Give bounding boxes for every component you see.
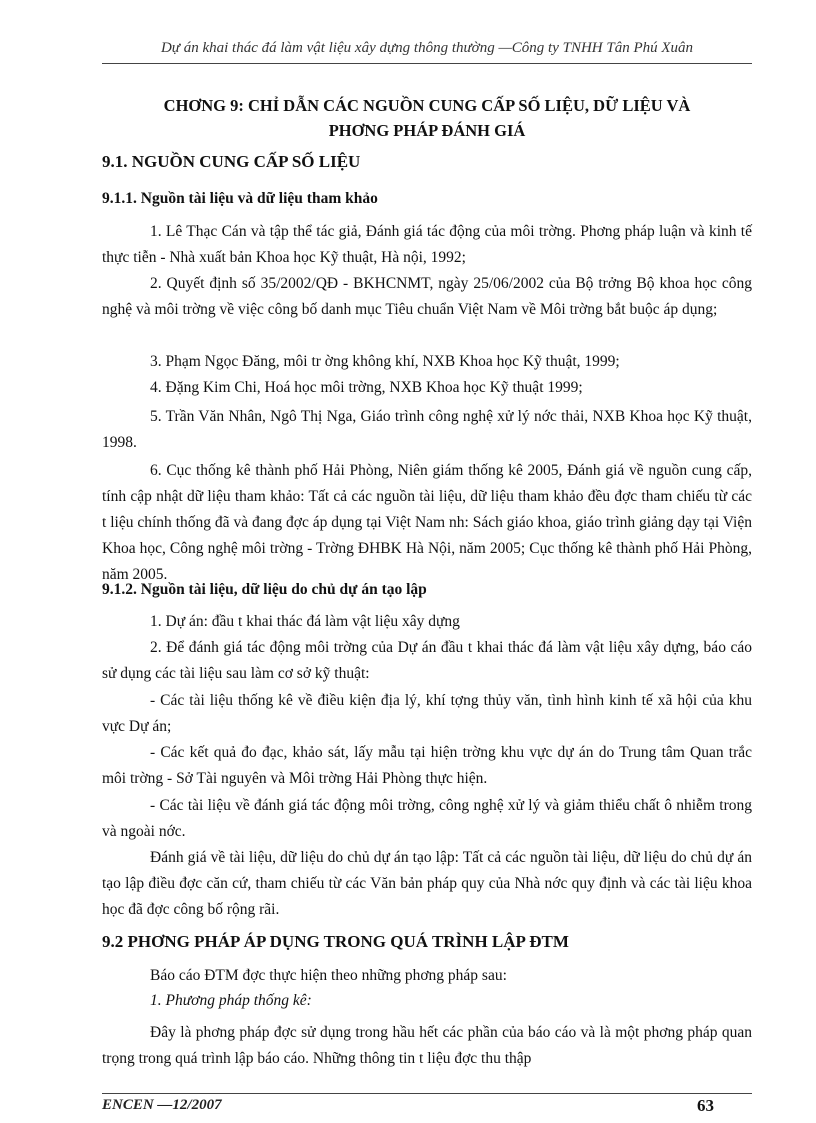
- reference-item: 2. Quyết định số 35/2002/QĐ - BKHCNMT, ngày 25/06/2002 của Bộ trởng Bộ khoa học công nghệ và môi trờng về việc công bố danh mục Tiêu chuẩn Việt Nam về Môi trờng bắt buộc áp dụng;: [102, 275, 752, 318]
- methods-intro: Báo cáo ĐTM đợc thực hiện theo những phơng pháp sau:: [150, 967, 507, 984]
- footer-publisher: ENCEN —12/2007: [102, 1097, 222, 1113]
- reference-item: 6. Cục thống kê thành phố Hải Phòng, Niên giám thống kê 2005, Đánh giá về nguồn cung cấp, tính cập nhật dữ liệu tham khảo: Tất cả các nguồn tài liệu, dữ liệu tham khảo đều đợc tham chiếu từ các t liệu chính thống đã và đang đợc áp dụng tại Việt Nam nh: Sách giáo khoa, giáo trình giảng dạy tại Viện Khoa học, Công nghệ môi trờng - Trờng ĐHBK Hà Nội, năm 2005; Cục thống kê thành phố Hải Phòng, năm 2005.: [102, 462, 752, 583]
- reference-item: 4. Đặng Kim Chi, Hoá học môi trờng, NXB Khoa học Kỹ thuật 1999;: [150, 379, 583, 396]
- section-heading-9-1-2: 9.1.2. Nguồn tài liệu, dữ liệu do chủ dự án tạo lập: [102, 581, 427, 598]
- reference-item: 1. Lê Thạc Cán và tập thể tác giả, Đánh giá tác động của môi trờng. Phơng pháp luận và kinh tế thực tiễn - Nhà xuất bản Khoa học Kỹ thuật, Hà nội, 1992;: [102, 223, 752, 266]
- footer-divider: [102, 1093, 752, 1094]
- page-number: 63: [697, 1096, 714, 1115]
- section-heading-9-1-1: 9.1.1. Nguồn tài liệu và dữ liệu tham khảo: [102, 190, 378, 207]
- owner-item: 2. Để đánh giá tác động môi trờng của Dự án đầu t khai thác đá làm vật liệu xây dựng, báo cáo sử dụng các tài liệu sau làm cơ sở kỹ thuật:: [102, 639, 752, 682]
- reference-item: 5. Trần Văn Nhân, Ngô Thị Nga, Giáo trình công nghệ xử lý nớc thải, NXB Khoa học Kỹ thuật, 1998.: [102, 408, 752, 451]
- chapter-title: [102, 93, 752, 143]
- owner-item: 1. Dự án: đầu t khai thác đá làm vật liệu xây dựng: [150, 613, 460, 630]
- chapter-title-line-2: PHƠNG PHÁP ĐÁNH GIÁ: [328, 121, 526, 140]
- chapter-title-line-1: CHƠNG 9: CHỈ DẪN CÁC NGUỒN CUNG CẤP SỐ LIỆU, DỮ LIỆU VÀ: [163, 96, 691, 115]
- method-1-title: 1. Phương pháp thống kê:: [150, 992, 312, 1009]
- section-heading-9-2: 9.2 PHƠNG PHÁP ÁP DỤNG TRONG QUÁ TRÌNH LẬP ĐTM: [102, 932, 569, 951]
- owner-bullet: - Các tài liệu thống kê về điều kiện địa lý, khí tợng thủy văn, tình hình kinh tế xã hội của khu vực Dự án;: [102, 692, 752, 735]
- owner-assessment: Đánh giá về tài liệu, dữ liệu do chủ dự án tạo lập: Tất cả các nguồn tài liệu, dữ liệu do chủ dự án tạo lập điều đợc căn cứ, tham chiếu từ các Văn bản pháp quy của Nhà nớc quy định và các tài liệu khoa học đã đợc công bố rộng rãi.: [102, 849, 752, 918]
- header-divider: [102, 63, 752, 64]
- running-header: Dự án khai thác đá làm vật liệu xây dựng thông thường —Công ty TNHH Tân Phú Xuân: [160, 40, 694, 56]
- section-heading-9-1: 9.1. NGUỒN CUNG CẤP SỐ LIỆU: [102, 152, 361, 171]
- owner-bullet: - Các kết quả đo đạc, khảo sát, lấy mẫu tại hiện trờng khu vực dự án do Trung tâm Quan trắc môi trờng - Sở Tài nguyên và Môi trờng Hải Phòng thực hiện.: [102, 744, 752, 787]
- reference-item: 3. Phạm Ngọc Đăng, môi tr ờng không khí, NXB Khoa học Kỹ thuật, 1999;: [150, 353, 620, 370]
- owner-bullet: - Các tài liệu về đánh giá tác động môi trờng, công nghệ xử lý và giảm thiểu chất ô nhiễm trong và ngoài nớc.: [102, 797, 752, 840]
- method-1-text: Đây là phơng pháp đợc sử dụng trong hầu hết các phần của báo cáo và là một phơng pháp quan trọng trong quá trình lập báo cáo. Những thông tin t liệu đợc thu thập: [102, 1024, 752, 1067]
